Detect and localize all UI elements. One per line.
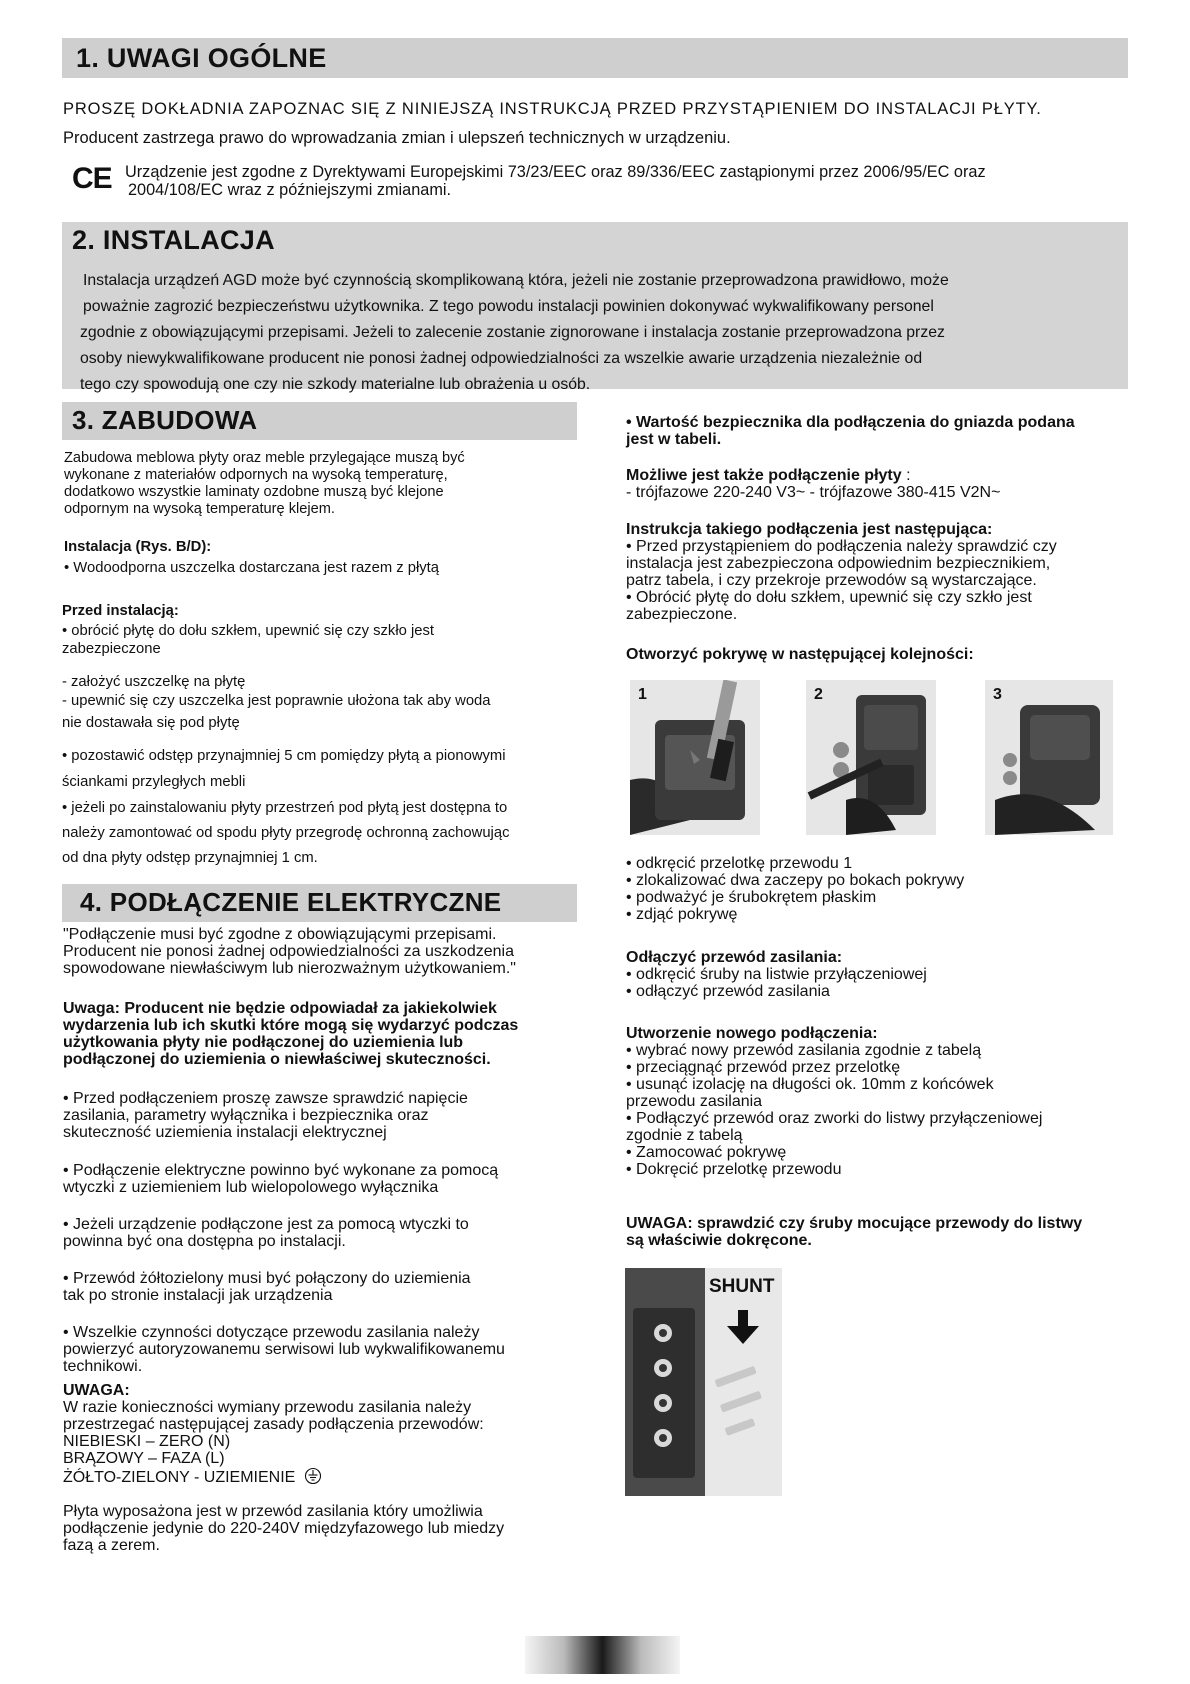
instruction-body <box>626 538 1057 623</box>
text-line: przestrzegać następującej zasady podłączenia przewodów: <box>63 1416 484 1433</box>
text-line: zabezpieczone <box>62 641 161 657</box>
text-line: UWAGA: sprawdzić czy śruby mocujące przewody do listwy <box>626 1215 1083 1232</box>
text-line: jest w tabeli. <box>626 431 722 448</box>
text-line: • jeżeli po zainstalowaniu płyty przestrzeń pod płytą jest dostępna to <box>62 800 508 816</box>
section-2-line: zgodnie z obowiązującymi przepisami. Jeżeli to zalecenie zostanie zignorowane i instalacja zostanie przeprowadzona przez <box>80 324 945 341</box>
section-4-bullet-3 <box>63 1216 469 1250</box>
cover-step-photo-1 <box>630 680 760 835</box>
photo-illustration <box>985 680 1113 835</box>
open-cover-heading: Otworzyć pokrywę w następującej kolejności: <box>626 646 974 663</box>
section-1-producer-note: Producent zastrzega prawo do wprowadzania zmian i ulepszeń technicznych w urządzeniu. <box>63 129 731 147</box>
ce-mark-text: CE <box>72 162 112 195</box>
text-line: zasilania, parametry wyłącznika i bezpiecznika oraz <box>63 1107 429 1124</box>
list-item: • wybrać nowy przewód zasilania zgodnie z tabelą <box>626 1042 982 1059</box>
ground-symbol-icon <box>304 1467 322 1485</box>
instruction-heading: Instrukcja takiego podłączenia jest następująca: <box>626 521 993 538</box>
before-install-item-2 <box>62 673 491 733</box>
text-line: W razie konieczności wymiany przewodu zasilania należy <box>63 1399 472 1416</box>
photo-illustration <box>806 680 936 835</box>
text-line: fazą a zerem. <box>63 1537 160 1554</box>
text-line: "Podłączenie musi być zgodne z obowiązującymi przepisami. <box>63 926 497 943</box>
text-line: od dna płyty odstęp przynajmniej 1 cm. <box>62 850 318 866</box>
text-line: technikowi. <box>63 1358 143 1375</box>
text-line: • Podłączenie elektryczne powinno być wykonane za pomocą <box>63 1162 499 1179</box>
text-line: • Jeżeli urządzenie podłączone jest za pomocą wtyczki to <box>63 1216 469 1233</box>
text-line: • Przed podłączeniem proszę zawsze sprawdzić napięcie <box>63 1090 468 1107</box>
photo-number: 2 <box>814 686 823 703</box>
section-4-warning <box>63 1000 518 1068</box>
section-1-title: 1. UWAGI OGÓLNE <box>76 43 327 73</box>
wire-blue: NIEBIESKI – ZERO (N) <box>63 1433 231 1450</box>
section-1-warning: PROSZĘ DOKŁADNIA ZAPOZNAC SIĘ Z NINIEJSZĄ INSTRUKCJĄ PRZED PRZYSTĄPIENIEM DO INSTALACJI PŁYTY. <box>63 100 1042 118</box>
text-line: Producent nie ponosi żadnej odpowiedzialności za uszkodzenia <box>63 943 514 960</box>
text-line: : <box>901 467 911 484</box>
text-line: użytkowania płyty nie podłączonej do uziemienia lub <box>63 1034 464 1051</box>
section-4-bullet-4 <box>63 1270 471 1304</box>
text-line: podłączonej do uziemienia o niewłaściwej skuteczności. <box>63 1051 491 1068</box>
text-line: podłączenie jedynie do 220-240V międzyfazowego lub miedzy <box>63 1520 505 1537</box>
text-line: tak po stronie instalacji jak urządzenia <box>63 1287 333 1304</box>
text-line: instalacja jest zabezpieczona odpowiednim bezpiecznikiem, <box>626 555 1051 572</box>
screw-warning <box>626 1215 1082 1249</box>
arrow-down-icon <box>725 1310 761 1346</box>
list-item: • odkręcić przelotkę przewodu 1 <box>626 855 853 872</box>
list-item: • usunąć izolację na długości ok. 10mm z końcówek <box>626 1076 994 1093</box>
photo-illustration <box>625 1268 782 1496</box>
photo-illustration <box>630 680 760 835</box>
disconnect-list <box>626 966 927 1000</box>
text-line: skuteczność uziemienia instalacji elektrycznej <box>63 1124 387 1141</box>
list-item: zgodnie z tabelą <box>626 1127 743 1144</box>
section-2-title: 2. INSTALACJA <box>72 225 275 255</box>
text-line: Uwaga: Producent nie będzie odpowiadał za jakiekolwiek <box>63 1000 497 1017</box>
before-install-item-4 <box>62 796 509 871</box>
uwaga-heading: UWAGA: <box>63 1382 130 1399</box>
ce-compliance-line-1: Urządzenie jest zgodne z Dyrektywami Europejskimi 73/23/EEC oraz 89/336/EEC zastąpionymi przez 2006/95/EC oraz <box>125 163 986 181</box>
text-line: dodatkowo wszystkie laminaty ozdobne muszą być klejone <box>64 484 444 500</box>
list-item: • Podłączyć przewód oraz zworki do listwy przyłączeniowej <box>626 1110 1043 1127</box>
text-line: powierzyć autoryzowanemu serwisowi lub wykwalifikowanemu <box>63 1341 505 1358</box>
before-install-heading: Przed instalacją: <box>62 603 179 619</box>
installation-heading: Instalacja (Rys. B/D): <box>64 539 212 555</box>
text-line: są właściwie dokręcone. <box>626 1232 812 1249</box>
section-2-line: poważnie zagrozić bezpieczeństwu użytkownika. Z tego powodu instalacji powinien dokonywać wykwalifikowany personel <box>83 298 934 315</box>
text-line: odpornym na wysoką temperaturę klejem. <box>64 501 335 517</box>
section-2-line: osoby niewykwalifikowane producent nie ponosi żadnej odpowiedzialności za wszelkie awarie urządzenia niezależnie od <box>80 350 923 367</box>
shunt-photo <box>625 1268 782 1496</box>
section-4-quote <box>63 926 516 977</box>
list-item: • odłączyć przewód zasilania <box>626 983 830 1000</box>
text-line: • Wartość bezpiecznika dla podłączenia do gniazda podana <box>626 414 1075 431</box>
text-line: Zabudowa meblowa płyty oraz meble przylegające muszą być <box>64 450 465 466</box>
page-number-bar <box>525 1636 680 1674</box>
section-2-line: Instalacja urządzeń AGD może być czynnością skomplikowaną która, jeżeli nie zostanie przeprowadzona prawidłowo, może <box>83 272 949 289</box>
section-2-body <box>80 268 1120 398</box>
text-line: • obrócić płytę do dołu szkłem, upewnić się czy szkło jest <box>62 623 434 639</box>
text-line: Możliwe jest także podłączenie płyty <box>626 467 902 484</box>
list-item: przewodu zasilania <box>626 1093 763 1110</box>
text-line: • pozostawić odstęp przynajmniej 5 cm pomiędzy płytą a pionowymi <box>62 748 506 764</box>
before-install-item-3 <box>62 743 506 795</box>
section-4-bullet-1 <box>63 1090 468 1141</box>
text-line: spowodowane niewłaściwym lub nierozważnym użytkowaniem." <box>63 960 516 977</box>
text-line: ŻÓŁTO-ZIELONY - UZIEMIENIE <box>63 1469 296 1486</box>
text-line: wydarzenia lub ich skutki które mogą się wydarzyć podczas <box>63 1017 519 1034</box>
text-line: zabezpieczone. <box>626 606 738 623</box>
text-line: patrz tabela, i czy przekroje przewodów są wystarczające. <box>626 572 1037 589</box>
cover-steps-list <box>626 855 964 923</box>
section-3-title: 3. ZABUDOWA <box>72 405 258 435</box>
new-connection-heading: Utworzenie nowego podłączenia: <box>626 1025 878 1042</box>
cover-step-photo-2 <box>806 680 936 835</box>
text-line: - założyć uszczelkę na płytę <box>62 674 246 690</box>
new-connection-list <box>626 1042 1042 1178</box>
list-item: • przeciągnąć przewód przez przelotkę <box>626 1059 901 1076</box>
section-4-final <box>63 1503 504 1554</box>
text-line: wtyczki z uziemieniem lub wielopolowego wyłącznika <box>63 1179 439 1196</box>
list-item: • zdjąć pokrywę <box>626 906 738 923</box>
wire-yellow-green <box>63 1467 484 1486</box>
text-line: wykonane z materiałów odpornych na wysoką temperaturę, <box>64 467 448 483</box>
section-4-title: 4. PODŁĄCZENIE ELEKTRYCZNE <box>80 887 502 917</box>
list-item: • Dokręcić przelotkę przewodu <box>626 1161 842 1178</box>
before-install-item-1 <box>62 622 434 658</box>
text-line: należy zamontować od spodu płyty przegrodę ochronną zachowując <box>62 825 510 841</box>
disconnect-heading: Odłączyć przewód zasilania: <box>626 949 843 966</box>
shunt-label: SHUNT <box>709 1276 775 1297</box>
text-line: nie dostawała się pod płytę <box>62 715 240 731</box>
text-line: powinna być ona dostępna po instalacji. <box>63 1233 346 1250</box>
section-2-line: tego czy spowodują one czy nie szkody materialne lub obrażenia u osób. <box>80 376 591 393</box>
list-item: • podważyć je śrubokrętem płaskim <box>626 889 877 906</box>
text-line: • Przed przystąpieniem do podłączenia należy sprawdzić czy <box>626 538 1057 555</box>
installation-item: • Wodoodporna uszczelka dostarczana jest razem z płytą <box>64 560 440 576</box>
list-item: • zlokalizować dwa zaczepy po bokach pokrywy <box>626 872 965 889</box>
section-4-bullet-2 <box>63 1162 498 1196</box>
cover-step-photo-3 <box>985 680 1113 835</box>
ce-compliance-line-2: 2004/108/EC wraz z późniejszymi zmianami. <box>128 181 452 199</box>
list-item: • Zamocować pokrywę <box>626 1144 787 1161</box>
photo-number: 1 <box>638 686 647 703</box>
ce-mark-icon <box>72 162 112 196</box>
section-3-intro <box>64 450 465 518</box>
wire-brown: BRĄZOWY – FAZA (L) <box>63 1450 225 1467</box>
photo-number: 3 <box>993 686 1002 703</box>
section-4-bullet-5 <box>63 1324 505 1375</box>
text-line: • Przewód żółtozielony musi być połączony do uziemienia <box>63 1270 471 1287</box>
text-line: Płyta wyposażona jest w przewód zasilania który umożliwia <box>63 1503 483 1520</box>
list-item: • odkręcić śruby na listwie przyłączeniowej <box>626 966 927 983</box>
uwaga-body <box>63 1399 484 1486</box>
possible-connection-types: - trójfazowe 220-240 V3~ - trójfazowe 380-415 V2N~ <box>626 484 1001 501</box>
text-line: • Wszelkie czynności dotyczące przewodu zasilania należy <box>63 1324 480 1341</box>
fuse-note <box>626 414 1075 448</box>
possible-connection-heading <box>626 467 911 484</box>
text-line: • Obrócić płytę do dołu szkłem, upewnić się czy szkło jest <box>626 589 1032 606</box>
text-line: - upewnić się czy uszczelka jest poprawnie ułożona tak aby woda <box>62 693 491 709</box>
text-line: ściankami przyległych mebli <box>62 774 246 790</box>
